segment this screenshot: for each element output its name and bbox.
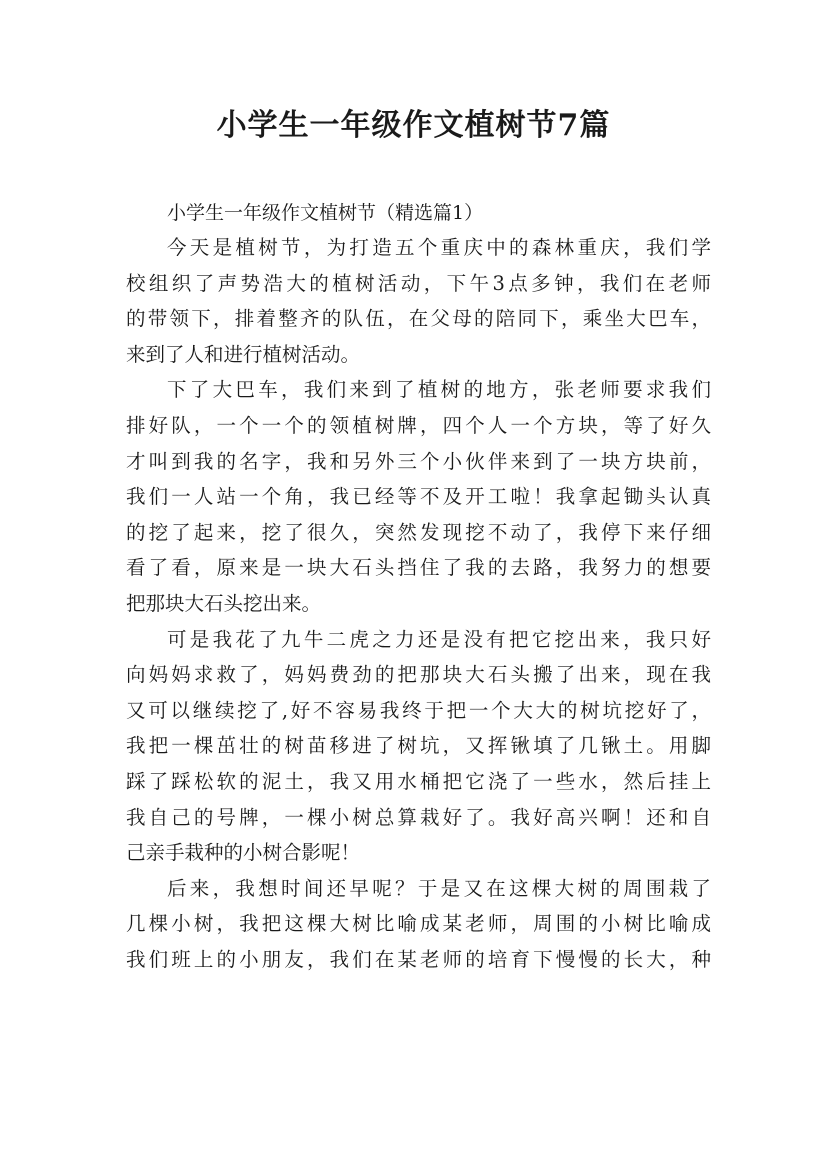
paragraph-line: 把那块大石头挖出来。 <box>126 591 322 615</box>
paragraph-line: 的挖了起来，挖了很久，突然发现挖不动了，我停下来仔细 <box>126 520 711 544</box>
paragraph-line: 下了大巴车，我们来到了植树的地方，张老师要求我们 <box>167 378 711 402</box>
document-title: 小学生一年级作文植树节7篇 <box>216 108 611 143</box>
paragraph-line: 的带领下，排着整齐的队伍，在父母的陪同下，乘坐大巴车， <box>126 307 711 331</box>
paragraph-line: 后来，我想时间还早呢？于是又在这棵大树的周围栽了 <box>167 876 711 900</box>
section-subtitle: 小学生一年级作文植树节（精选篇1） <box>167 202 484 224</box>
paragraph-line: 踩了踩松软的泥土，我又用水桶把它浇了一些水，然后挂上 <box>126 769 711 793</box>
paragraph-line: 我们班上的小朋友，我们在某老师的培育下慢慢的长大，种 <box>126 947 711 971</box>
paragraph <box>126 372 711 621</box>
paragraph-line: 看了看，原来是一块大石头挡住了我的去路，我努力的想要 <box>126 556 711 580</box>
paragraph-line: 才叫到我的名字，我和另外三个小伙伴来到了一块方块前， <box>126 449 711 473</box>
paragraph-list <box>126 230 711 977</box>
paragraph-line: 可是我花了九牛二虎之力还是没有把它挖出来，我只好 <box>167 627 711 651</box>
paragraph-line: 向妈妈求救了，妈妈费劲的把那块大石头搬了出来，现在我 <box>126 663 711 687</box>
paragraph-line: 己亲手栽种的小树合影呢！ <box>126 841 361 865</box>
paragraph-line: 我把一棵茁壮的树苗移进了树坑，又挥锹填了几锹土。用脚 <box>126 734 711 758</box>
paragraph-line: 我们一人站一个角，我已经等不及开工啦！我拿起锄头认真 <box>126 485 711 509</box>
paragraph-line: 排好队，一个一个的领植树牌，四个人一个方块，等了好久 <box>126 413 711 437</box>
paragraph-line: 今天是植树节，为打造五个重庆中的森林重庆，我们学 <box>167 236 711 259</box>
paragraph-line: 校组织了声势浩大的植树活动，下午3点多钟，我们在老师 <box>126 271 711 295</box>
paragraph <box>126 622 711 871</box>
document-body <box>126 196 711 977</box>
paragraph <box>126 871 711 978</box>
paragraph-line: 我自己的号牌，一棵小树总算栽好了。我好高兴啊！还和自 <box>126 805 711 829</box>
paragraph-line: 来到了人和进行植树活动。 <box>126 342 361 366</box>
paragraph-line: 又可以继续挖了,好不容易我终于把一个大大的树坑挖好了， <box>126 698 711 722</box>
paragraph-line: 几棵小树，我把这棵大树比喻成某老师，周围的小树比喻成 <box>126 912 711 936</box>
paragraph <box>126 230 711 372</box>
